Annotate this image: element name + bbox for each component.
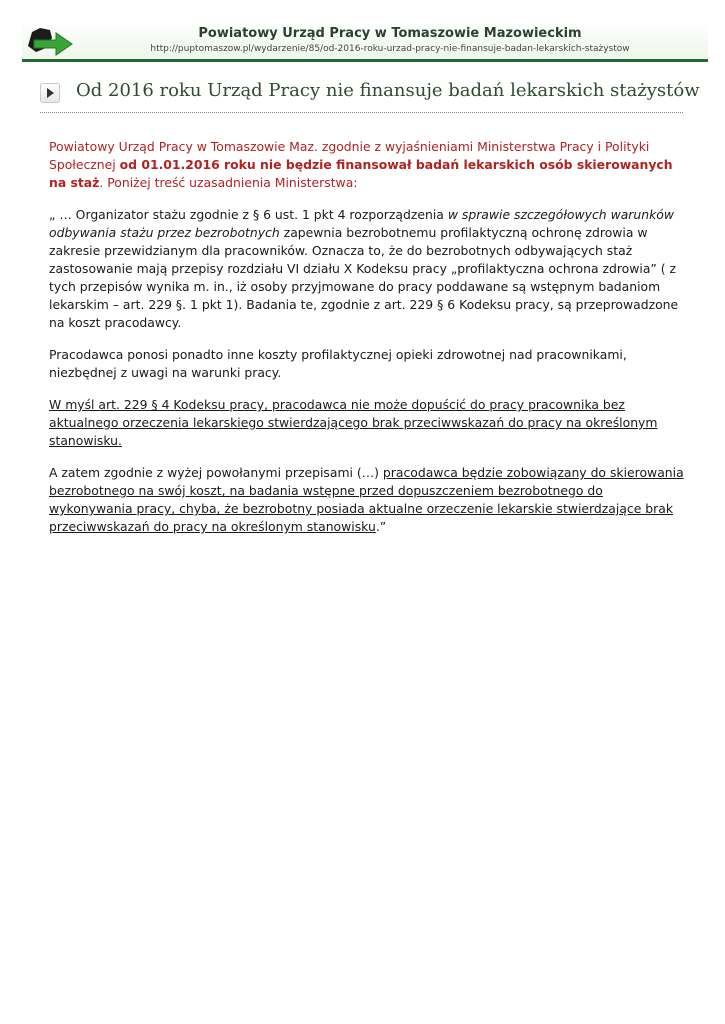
article-body [49, 138, 689, 550]
intro-text: Powiatowy Urząd Pracy w Tomaszowie Maz. zgodnie z wyjaśnieniami Ministerstwa Pracy i Polityki Społecznej [49, 139, 650, 172]
paragraph-1-italic: w sprawie szczegółowych warunków odbywania stażu przez bezrobotnych [49, 207, 675, 240]
page-url[interactable]: http://puptomaszow.pl/wydarzenie/85/od-2016-roku-urzad-pracy-nie-finansuje-badan-lekarskich-stażystow [150, 44, 630, 54]
intro-paragraph [49, 138, 689, 192]
paragraph-4-start: A zatem zgodnie z wyżej powołanymi przepisami (…) [49, 465, 383, 480]
intro-bold-text: od 01.01.2016 roku nie będzie finansował badań lekarskich osób skierowanych na staż [49, 157, 673, 190]
paragraph-1-start: „ … Organizator stażu zgodnie z § 6 ust. 1 pkt 4 rozporządzenia [49, 207, 448, 222]
intro-text-end: . Poniżej treść uzasadnienia Ministerstwa: [99, 175, 358, 190]
paragraph-3: W myśl art. 229 § 4 Kodeksu pracy, pracodawca nie może dopuścić do pracy pracownika bez aktualnego orzeczenia lekarskiego stwierdzającego brak przeciwwskazań do pracy na określonym stanowisku. [49, 397, 658, 448]
paragraph-1 [49, 206, 689, 332]
site-title: Powiatowy Urząd Pracy w Tomaszowie Mazowieckim [198, 26, 582, 41]
paragraph-4 [49, 464, 689, 536]
title-divider [40, 112, 683, 113]
header-divider [22, 59, 708, 62]
green-arrow-logo-icon [26, 24, 76, 56]
paragraph-2: Pracodawca ponosi ponadto inne koszty profilaktycznej opieki zdrowotnej nad pracownikami, niezbędnej z uwagi na warunki pracy. [49, 347, 627, 380]
paragraph-4-end: .” [375, 519, 387, 534]
paragraph-4-underlined: pracodawca będzie zobowiązany do skierowania bezrobotnego na swój koszt, na badania wstępne przed dopuszczeniem bezrobotnego do wykonywania pracy, chyba, że bezrobotny posiada aktualne orzeczenie lekarskie stwierdzające brak przeciwwskazań do pracy na określonym stanowisku [49, 465, 684, 534]
paragraph-1-end: zapewnia bezrobotnemu profilaktyczną ochronę zdrowia w zakresie przewidzianym dla pracowników. Oznacza to, że do bezrobotnych odbywających staż zastosowanie mają przepisy rozdziału VI działu X Kodeksu pracy „profilaktyczna ochrona zdrowia” ( z tych przepisów wynika m. in., iż osoby przyjmowane do pracy poddawane są wstępnym badaniom lekarskim – art. 229 §. 1 pkt 1). Badania te, zgodnie z art. 229 § 6 Kodeksu pracy, są przeprowadzone na koszt pracodawcy. [49, 225, 679, 330]
arrow-right-icon [40, 83, 60, 103]
article-title: Od 2016 roku Urząd Pracy nie finansuje badań lekarskich stażystów [76, 80, 700, 101]
